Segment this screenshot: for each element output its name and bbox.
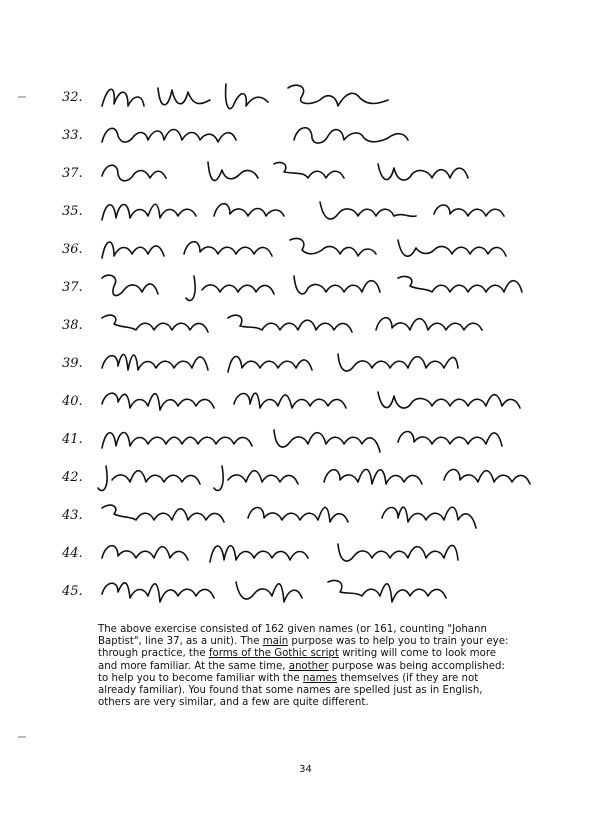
- exercise-line: [62, 346, 582, 382]
- handwritten-names: [98, 460, 598, 496]
- handwritten-names: [98, 422, 598, 458]
- line-number: 36.: [62, 242, 83, 257]
- exercise-line: [62, 460, 582, 496]
- handwritten-names: [98, 498, 598, 534]
- handwritten-names: [98, 574, 598, 610]
- underlined-text: another: [288, 660, 329, 672]
- exercise-line: [62, 308, 582, 344]
- exercise-line: [62, 156, 582, 192]
- exercise-line: [62, 574, 582, 610]
- exercise-line: [62, 384, 582, 420]
- handwritten-names: [98, 384, 598, 420]
- exercise-line: [62, 80, 582, 116]
- exercise-line: [62, 536, 582, 572]
- exercise-line: [62, 498, 582, 534]
- underlined-text: forms of the Gothic script: [208, 648, 339, 660]
- exercise-line: [62, 194, 582, 230]
- line-number: 43.: [62, 508, 83, 523]
- handwritten-names: [98, 156, 598, 192]
- line-number: 32.: [62, 90, 83, 105]
- handwritten-names: [98, 194, 598, 230]
- exercise-line: [62, 118, 582, 154]
- line-number: 40.: [62, 394, 83, 409]
- exercise-line: [62, 422, 582, 458]
- line-number: 37.: [62, 166, 83, 181]
- line-number: 39.: [62, 356, 83, 371]
- page-number: 34: [299, 764, 312, 775]
- line-number: 35.: [62, 204, 83, 219]
- handwritten-names: [98, 536, 598, 572]
- margin-mark: [18, 96, 26, 98]
- handwritten-names: [98, 232, 598, 268]
- line-number: 45.: [62, 584, 83, 599]
- handwritten-names: [98, 118, 598, 154]
- handwritten-names: [98, 80, 598, 116]
- line-number: 38.: [62, 318, 83, 333]
- exercise-line: [62, 270, 582, 306]
- underlined-text: main: [262, 636, 289, 648]
- exercise-line: [62, 232, 582, 268]
- line-number: 41.: [62, 432, 83, 447]
- margin-mark: [18, 736, 26, 738]
- explanation-paragraph: The above exercise consisted of 162 given names (or 161, counting "Johann Baptist", line 37, as a unit). The main purpose was to help you to train your eye: through practice, the forms of the Gothic script writing will come to look more and more familiar. At the same time, another purpose was being accomplished: to help you to become familiar with the names themselves (if they are not already familiar). You found that some names are spelled just as in English, others are very similar, and a few are quite different.: [98, 624, 509, 709]
- line-number: 42.: [62, 470, 83, 485]
- handwritten-names: [98, 308, 598, 344]
- handwritten-names: [98, 270, 598, 306]
- line-number: 37.: [62, 280, 83, 295]
- line-number: 33.: [62, 128, 83, 143]
- underlined-text: names: [302, 672, 338, 684]
- handwritten-names: [98, 346, 598, 382]
- line-number: 44.: [62, 546, 83, 561]
